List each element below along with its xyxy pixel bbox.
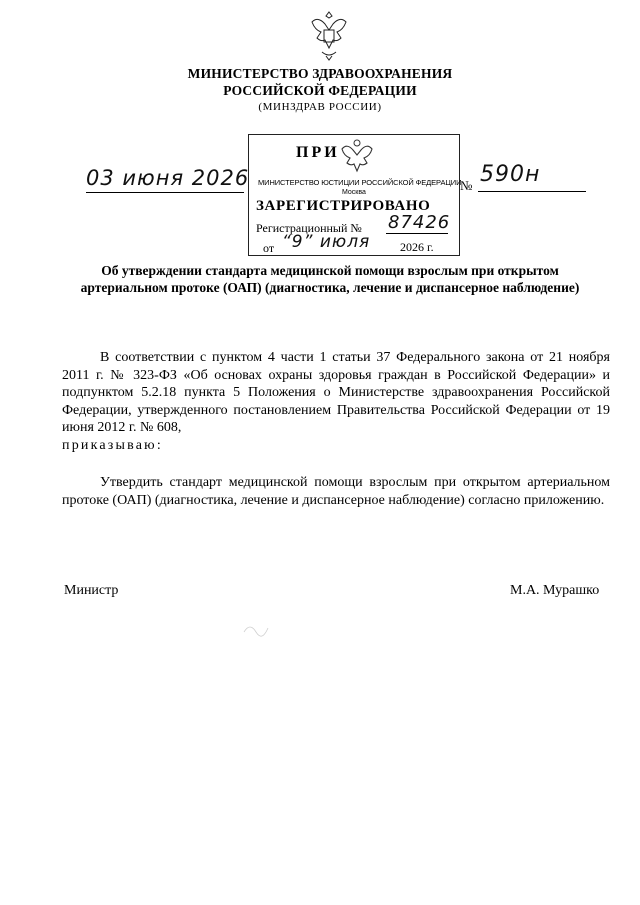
ministry-name-line1: МИНИСТЕРСТВО ЗДРАВООХРАНЕНИЯ — [187, 66, 453, 81]
coat-of-arms-icon — [304, 8, 354, 64]
order-number-label: № — [460, 178, 473, 193]
order-word: приказываю: — [62, 437, 163, 453]
signature-mark — [240, 612, 280, 642]
ministry-name-line2: РОССИЙСКОЙ ФЕДЕРАЦИИ — [223, 83, 417, 98]
stamp-from-date: “9” июля — [282, 232, 371, 252]
double-headed-eagle-icon — [336, 137, 378, 177]
order-number: 590н — [480, 162, 541, 187]
order-date: 03 июня 2026 — [86, 166, 250, 190]
stamp-title: ПРИ — [296, 144, 340, 161]
stamp-reg-number-label: Регистрационный № — [256, 221, 362, 235]
reg-number-underline — [386, 233, 448, 234]
stamp-city: Москва — [342, 189, 366, 196]
date-underline — [86, 192, 244, 193]
stamp-from-year: 2026 г. — [400, 240, 434, 254]
signer-position: Министр — [64, 583, 119, 598]
stamp-department: МИНИСТЕРСТВО ЮСТИЦИИ РОССИЙСКОЙ ФЕДЕРАЦИИ — [258, 178, 462, 187]
stamp-reg-number: 87426 — [388, 212, 451, 233]
ministry-short-name: (МИНЗДРАВ РОССИИ) — [258, 101, 382, 113]
paragraph-1-text: В соответствии с пунктом 4 части 1 статьи 37 Федерального закона от 21 ноября 2011 г. № 323-ФЗ «Об основах охраны здоровья граждан в Российской Федерации» и подпунктом 5.2.18 пункта 5 Положения о Министерстве здравоохранения Российской Федерации, утвержденного постановлением Правительства Российской Федерации от 19 июня 2012 г. № 608, — [62, 350, 610, 436]
body-paragraph-2: Утвердить стандарт медицинской помощи взрослым при открытом артериальном протоке (ОАП) (диагностика, лечение и диспансерное наблюдение) согласно приложению. — [62, 475, 610, 508]
stamp-registered: ЗАРЕГИСТРИРОВАНО — [256, 198, 431, 214]
number-underline — [478, 191, 586, 192]
signer-name: М.А. Мурашко — [510, 583, 600, 598]
stamp-from-label: от — [263, 241, 275, 255]
body-paragraph-1 — [62, 349, 610, 455]
document-title: Об утверждении стандарта медицинской помощи взрослым при открытом артериальном протоке (ОАП) (диагностика, лечение и диспансерное наблюдение) — [80, 263, 580, 295]
